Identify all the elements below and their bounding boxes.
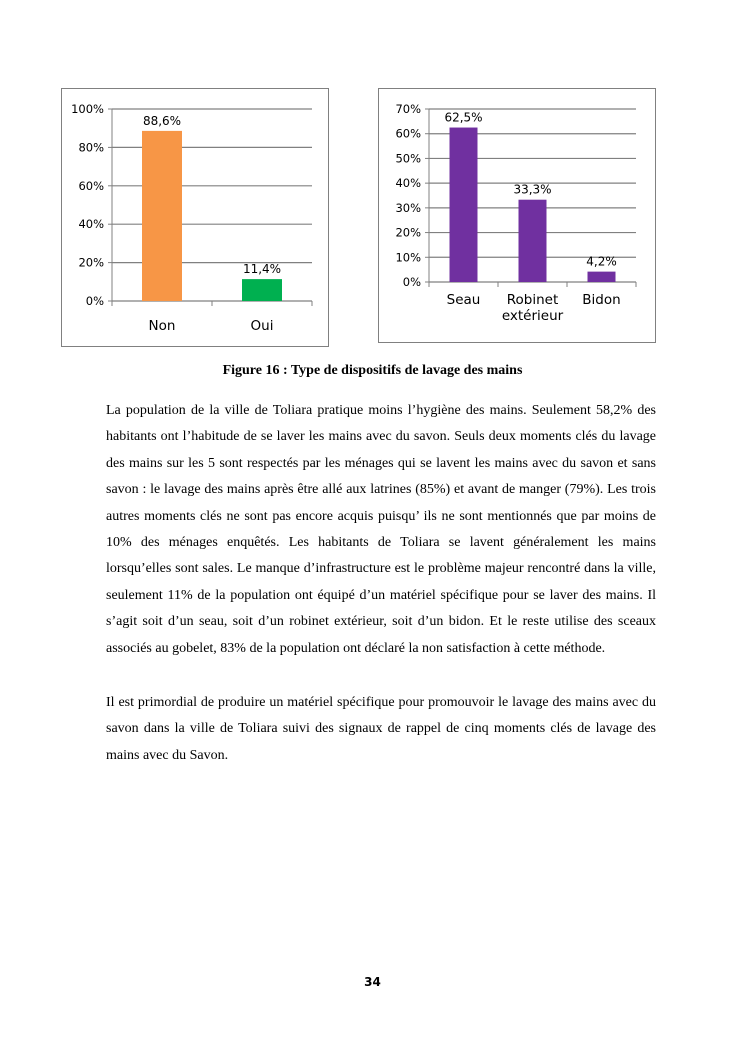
chart-right-svg	[379, 89, 655, 342]
left-chart-category-label: Non	[148, 318, 176, 334]
right-chart-y-tick-label: 10%	[395, 250, 421, 265]
right-chart-data-label: 62,5%	[444, 110, 483, 125]
page-number: 34	[364, 975, 381, 989]
left-chart-y-tick-label: 40%	[78, 217, 104, 232]
right-chart-y-tick-label: 20%	[395, 225, 421, 240]
right-chart-data-label: 4,2%	[586, 254, 617, 269]
right-chart-category-label: Robinet	[506, 292, 559, 308]
figure-caption: Figure 16 : Type de dispositifs de lavage des mains	[222, 363, 523, 378]
right-chart-data-label: 33,3%	[513, 182, 552, 197]
right-chart-y-tick-label: 30%	[395, 200, 421, 215]
right-chart-bar	[519, 200, 547, 282]
right-chart-bar	[450, 128, 478, 282]
left-chart-data-label: 88,6%	[142, 113, 182, 128]
right-chart-y-tick-label: 40%	[395, 176, 421, 191]
right-chart-category-label: extérieur	[501, 308, 564, 324]
left-chart-y-tick-label: 60%	[78, 178, 104, 193]
right-chart-y-tick-label: 70%	[395, 102, 421, 116]
left-chart-y-tick-label: 80%	[78, 140, 104, 155]
left-chart-y-tick-label: 100%	[71, 102, 104, 116]
left-chart-bar	[242, 279, 282, 301]
body-paragraph-2: Il est primordial de produire un matériel spécifique pour promouvoir le lavage des mains avec du savon dans la ville de Toliara suivi des signaux de rappel de cinq moments clés de lavage des mains avec du Savon.	[106, 695, 656, 763]
right-chart-bar	[588, 272, 616, 282]
right-chart-category-label: Bidon	[582, 292, 621, 308]
left-chart-y-tick-label: 0%	[85, 294, 104, 308]
left-chart-bar	[142, 131, 182, 301]
left-chart-category-label: Oui	[250, 318, 274, 334]
chart-handwashing-device-ownership	[61, 88, 329, 347]
right-chart-category-label: Seau	[446, 292, 481, 308]
chart-handwashing-device-types	[378, 88, 656, 343]
body-paragraph-1: La population de la ville de Toliara pratique moins l’hygiène des mains. Seulement 58,2% des habitants ont l’habitude de se laver les mains avec du savon. Seuls deux moments clés du lavage des mains sur les 5 sont respectés par les ménages qui se lavent les mains avec du savon et sans savon : le lavage des mains après être allé aux latrines (85%) et avant de manger (79%). Les trois autres moments clés ne sont pas encore acquis puisqu’ ils ne sont mentionnés que par moins de 10% des ménages enquêtés. Les habitants de Toliara se lavent généralement les mains lorsqu’elles sont sales. Le manque d’infrastructure est le problème majeur rencontré dans la ville, seulement 11% de la population ont équipé d’un matériel spécifique pour se laver des mains. Il s’agit soit d’un seau, soit d’un robinet extérieur, soit d’un bidon. Et le reste utilise des sceaux associés au gobelet, 83% de la population ont déclaré la non satisfaction à cette méthode.	[106, 403, 656, 656]
right-chart-y-tick-label: 0%	[402, 275, 421, 289]
chart-left-svg	[62, 89, 328, 346]
left-chart-y-tick-label: 20%	[78, 255, 104, 270]
right-chart-y-tick-label: 50%	[395, 151, 421, 166]
right-chart-y-tick-label: 60%	[395, 126, 421, 141]
left-chart-data-label: 11,4%	[242, 262, 282, 277]
